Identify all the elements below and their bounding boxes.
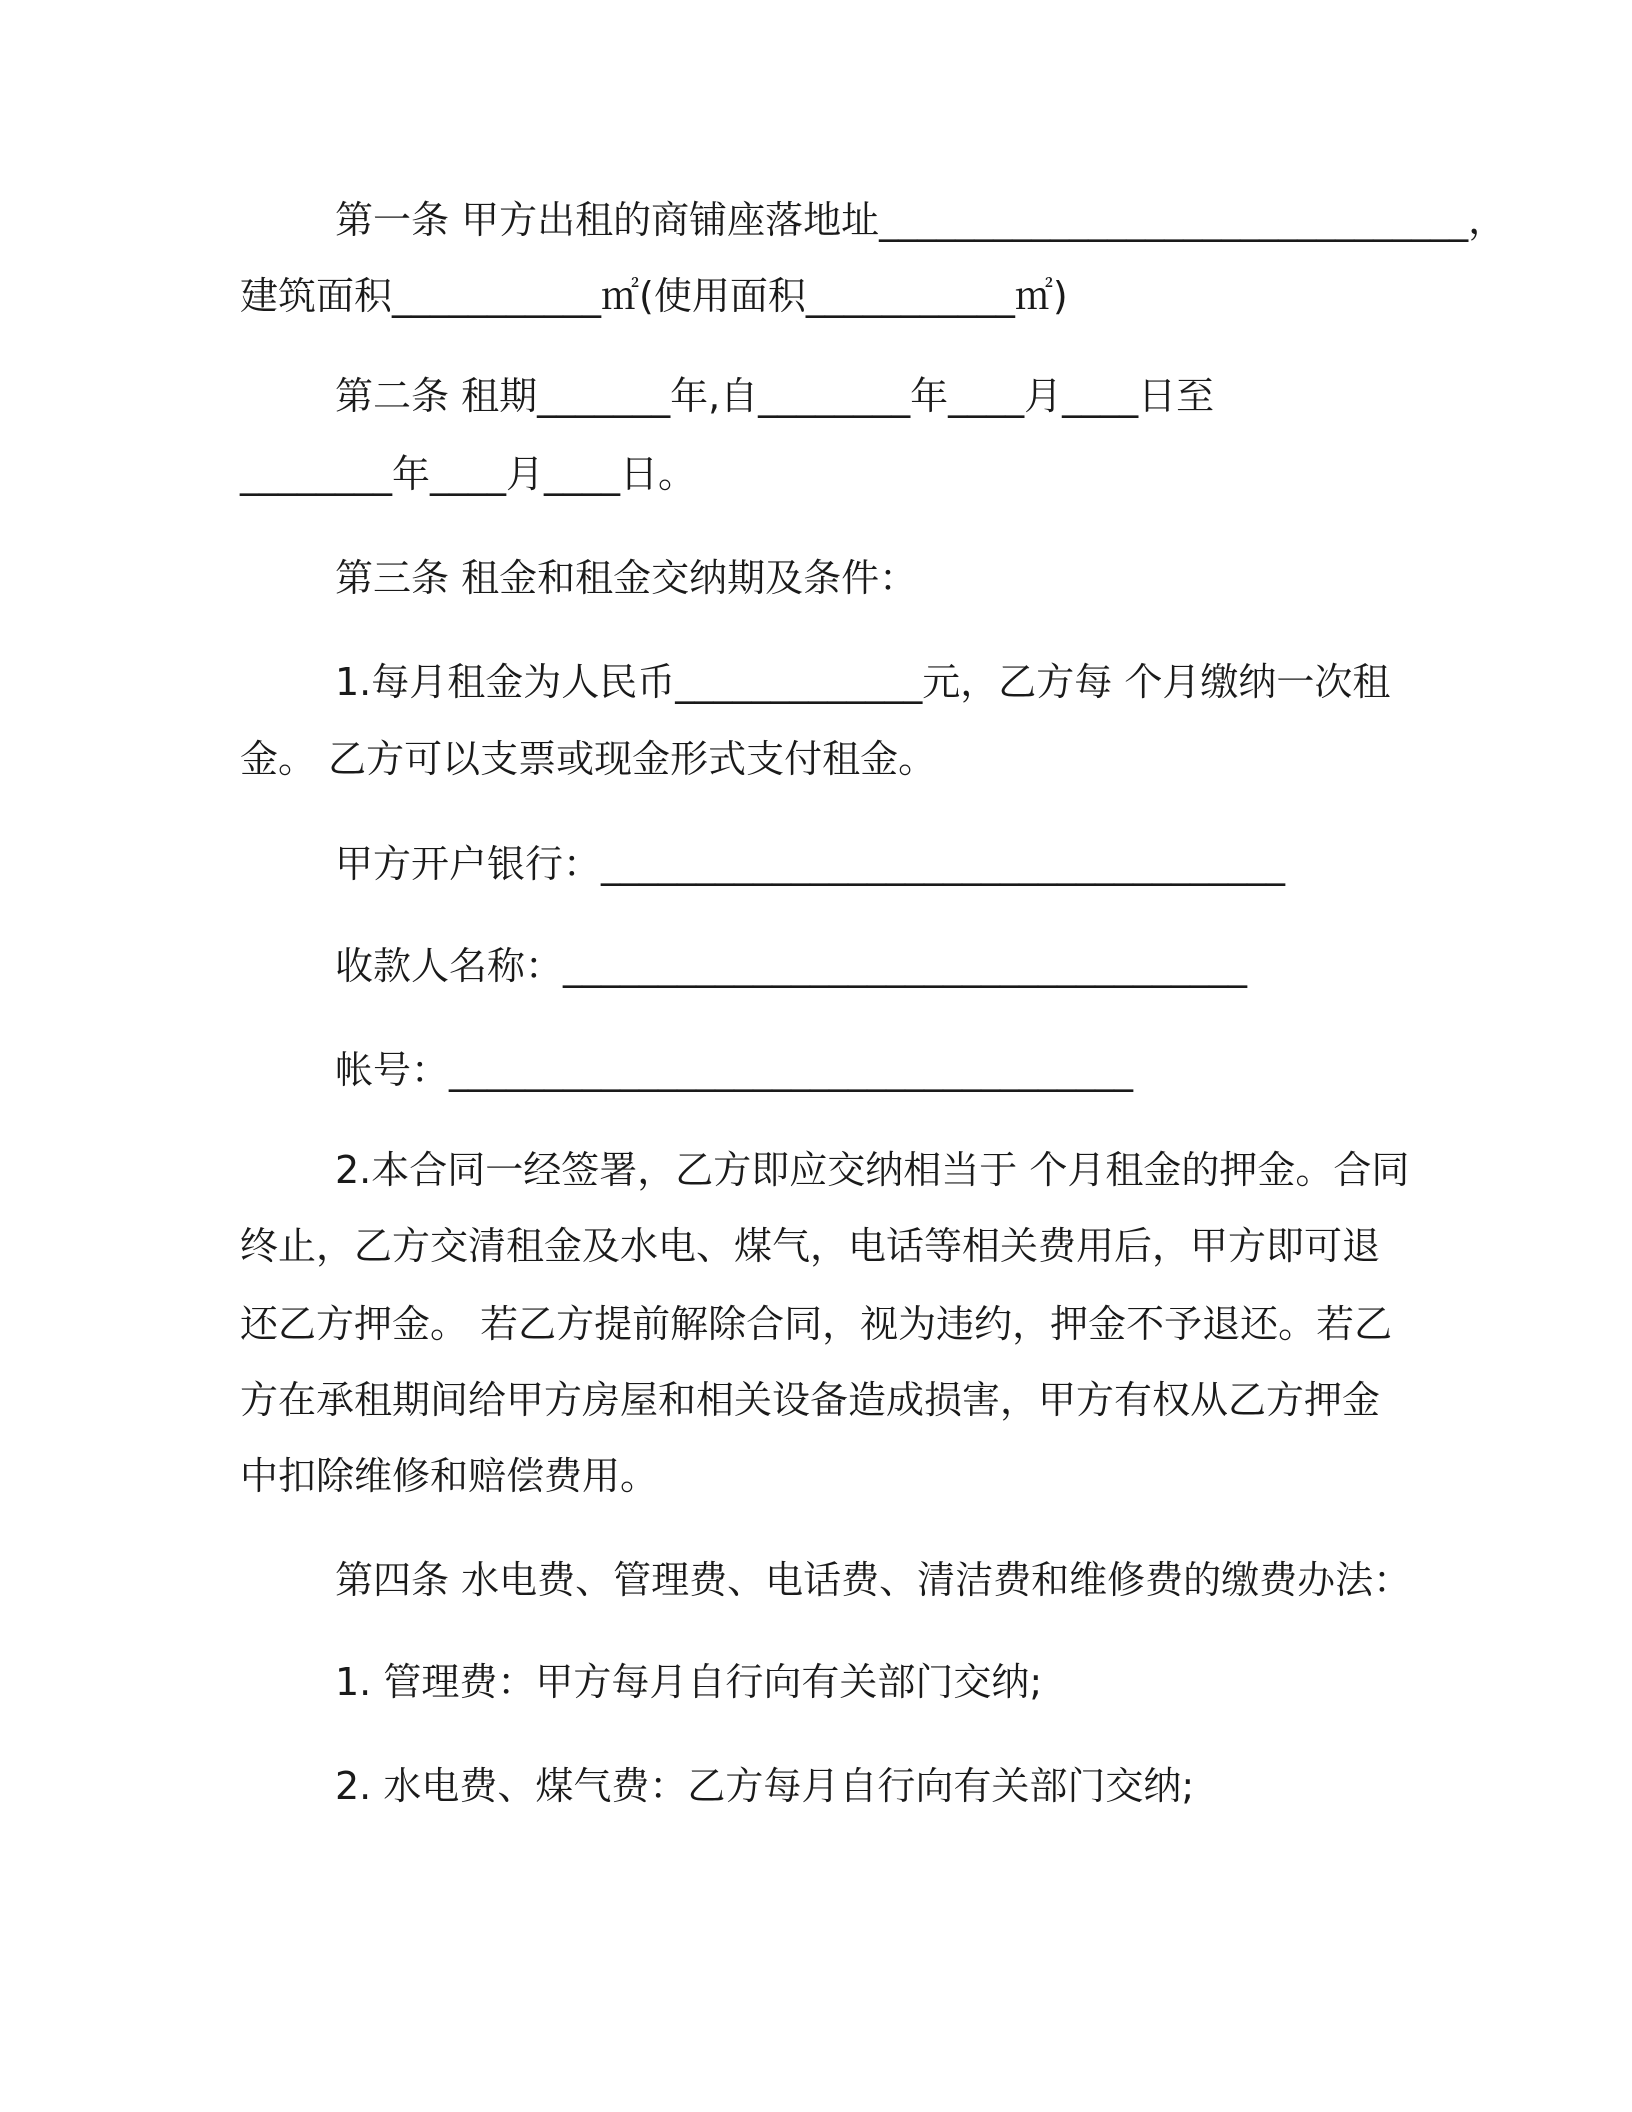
fee-item-2: 2. 水电费、煤气费：乙方每月自行向有关部门交纳;	[335, 1764, 1195, 1808]
account-field: 帐号：____________________________________	[335, 1048, 1134, 1092]
payee-field: 收款人名称：____________________________________	[335, 944, 1248, 988]
fee-item-1: 1. 管理费：甲方每月自行向有关部门交纳;	[335, 1660, 1043, 1704]
article-2-line-1: 第二条 租期_______年,自________年____月____日至	[335, 374, 1215, 418]
rent-clause-line-1: 1.每月租金为人民币_____________元，乙方每 个月缴纳一次租	[335, 660, 1391, 704]
deposit-clause-line-4: 方在承租期间给甲方房屋和相关设备造成损害，甲方有权从乙方押金	[240, 1378, 1381, 1422]
deposit-clause-line-2: 终止，乙方交清租金及水电、煤气，电话等相关费用后，甲方即可退	[240, 1224, 1381, 1268]
bank-field: 甲方开户银行：____________________________________	[335, 842, 1286, 886]
rent-clause-line-2: 金。 乙方可以支票或现金形式支付租金。	[240, 737, 937, 781]
deposit-clause-line-3: 还乙方押金。 若乙方提前解除合同，视为违约，押金不予退还。若乙	[240, 1302, 1393, 1346]
deposit-clause-line-1: 2.本合同一经签署，乙方即应交纳相当于 个月租金的押金。合同	[335, 1148, 1410, 1192]
article-1-line-2: 建筑面积___________㎡(使用面积___________㎡)	[240, 274, 1068, 318]
article-1-line-1: 第一条 甲方出租的商铺座落地址_______________________________，	[335, 198, 1507, 242]
article-3-heading: 第三条 租金和租金交纳期及条件：	[335, 556, 918, 600]
article-4-heading: 第四条 水电费、管理费、电话费、清洁费和维修费的缴费办法：	[335, 1558, 1412, 1602]
article-2-line-2: ________年____月____日。	[240, 452, 697, 496]
deposit-clause-line-5: 中扣除维修和赔偿费用。	[240, 1454, 659, 1498]
